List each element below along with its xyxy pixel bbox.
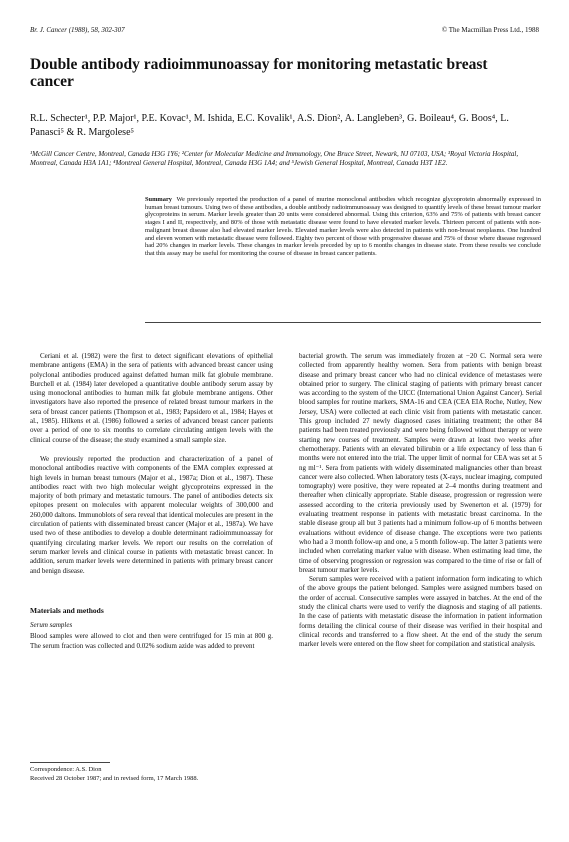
- subsection-heading-serum: Serum samples: [30, 621, 73, 630]
- abstract-label: Summary: [145, 196, 172, 203]
- author-list: R.L. Schecter¹, P.P. Major¹, P.E. Kovac¹, M. Ishida, E.C. Kovalik¹, A.S. Dion², A. Langleben³, G. Boileau⁴, G. Boos⁴, L. Panasci⁵ & R. Margolese⁵: [30, 113, 509, 138]
- author-affiliations: ¹McGill Cancer Centre, Montreal, Canada H3G 1Y6; ²Center for Molecular Medicine and Immunology, One Bruce Street, Newark, NJ 07103, USA; ³Royal Victoria Hospital, Montreal, Canada H3A 1A1; ⁴Montreal General Hospital, Montreal, Canada H3G 1A4; and ⁵Jewish General Hospital, Montreal, Canada H3T 1E2.: [30, 150, 519, 167]
- body-paragraph: bacterial growth. The serum was immediately frozen at −20 C. Normal sera were collected from apparently healthy women. Sera from patients with benign breast disease and primary breast cancer who had no clinical evidence of metastases were obtained prior to surgery. The clinical staging of patients with primary breast cancer was according to the system of the UICC (International Union Against Cancer). Serial blood samples for routine markers, SMA-16 and CEA (CEA EIA Roche, Nutley, New Jersey, USA) were collected at each clinic visit from patients with metastatic cancer. This group included 27 newly diagnosed cases initiating treatment; the other 84 patients had been treated previously and were being followed without therapy or were starting new courses of treatment. Samples were drawn at least two weeks after chemotherapy. Patients with an elevated bilirubin or a life expectancy of less than 6 months were not entered into the trial. The upper limit of normal for CEA was set at 5 ng ml⁻¹. Sera from patients with widely disseminated malignancies other than breast cancer were also collected. When laboratory tests (X-rays, nuclear imaging, computed tomography) were positive, they were repeated at 2–4 months during treatment and thereafter when clinically appropriate. Stable disease, progression or regression were assessed according to the criteria previously used by Swenerton et al. (1979) for evaluating treatment response in patients with metastatic breast carcinoma. In the stable disease group all but 3 patients had a minimum follow-up of 6 months between evaluations without evidence of disease change. The exceptions were two patients who had a 3 month follow-up and one, a 5 month follow-up. The latter 3 patients were included when correlating marker value with disease. When estimating lead time, the time of observing progression or regression was compared to the time of rise or fall of breast tumour marker levels.: [299, 352, 542, 574]
- body-column-left: [30, 352, 273, 651]
- body-paragraph: We previously reported the production and characterization of a panel of monoclonal antibodies reactive with components of the EMA complex expressed at high levels in human breast tumours (Major et al., 1987a; Dion et al., 1987). These antibodies react with two high molecular weight glycoproteins expressed in the majority of both primary and metastatic tumours. The panel of antibodies detects six epitopes present on molecules with apparent molecular weights of 300,000 and 260,000 daltons. Immunoblots of sera reveal that identical molecules are present in the circulation of patients with disseminated breast cancer (Major et al., 1987a). We have used two of these antibodies to develop a double determinant radioimmunoassay for quantifying circulating marker levels. We report our results on the correlation of serum marker levels and clinical course in patients with metastatic breast cancer. In addition, serum marker levels were determined in patients with primary breast cancer and benign disease.: [30, 454, 273, 575]
- journal-reference: Br. J. Cancer (1988), 58, 302-307: [30, 26, 125, 34]
- received-date-note: Received 28 October 1987; and in revised form, 17 March 1988.: [30, 774, 199, 782]
- body-paragraph: Serum samples were received with a patient information form indicating to which of the above groups the patient belonged. Samples were assigned numbers based on the order of accrual. Consecutive samples were assayed in batches. At the end of the study the clinical charts were used to verify the diagnosis and staging of all patients. In the case of patients with metastatic disease the information in patient information forms detailing the clinical course of their disease was verified in their hospital and clinical records and transferred to a flow sheet. At the end of the study the serum marker levels were entered on the flow sheet for compilation and statistical analysis.: [299, 575, 542, 649]
- body-column-right: [299, 352, 542, 650]
- correspondence-note: Correspondence: A.S. Dion: [30, 766, 102, 773]
- body-paragraph: Blood samples were allowed to clot and then were centrifuged for 15 min at 800 g. The serum fraction was collected and 0.02% sodium azide was added to prevent: [30, 632, 273, 650]
- article-title: Double antibody radioimmunoassay for monitoring metastatic breast cancer: [30, 56, 488, 90]
- section-heading-methods: Materials and methods: [30, 605, 104, 615]
- footnote: [30, 766, 273, 783]
- body-paragraph: Ceriani et al. (1982) were the first to detect significant elevations of epithelial membrane antigens (EMA) in the sera of patients with advanced breast cancer using polyclonal antibodies produced against defatted human milk fat globule membrane. Burchell et al. (1984) later developed a quantitative double antibody serum assay by using monoclonal antibodies to human milk fat globule membrane antigens. Other investigators have also reported the presence of related breast tumour markers in the sera of breast cancer patients (Thompson et al., 1983; Papsidero et al., 1984; Hayes et al., 1985). Hilkens et al. (1986) followed a series of advanced breast cancer patients over a period of one to six months to correlate circulating antigen levels with the clinical course of the disease; the study examined a small sample size.: [30, 352, 273, 444]
- abstract: [145, 196, 541, 258]
- abstract-text: We previously reported the production of a panel of murine monoclonal antibodies which recognize glycoprotein abnormally expressed in human breast tumours. Using two of these antibodies, a double antibody radioimmunoassay was designed to quantify levels of these breast tumour marker glycoproteins in serum. Marker levels greater than 20 units were considered abnormal. Using this criterion, 63% and 75% of patients with breast cancer stages I and II, respectively, and 80% of those with metastatic disease were found to have elevated marker levels. Thirteen percent of patients with non-malignant breast disease also had elevated marker levels. Elevated marker levels were also detected in patients with non-breast neoplasms. One hundred and eleven women with metastatic disease were followed. Eighty two percent of those with progressive disease and 75% of those where disease regressed had 20% changes in marker levels. These changes in marker levels preceded by up to 6 months changes in disease state. From these results we conclude that this assay may be useful for monitoring the course of disease in breast cancer patients.: [145, 196, 541, 257]
- footnote-divider: [30, 762, 110, 763]
- abstract-divider: [145, 322, 541, 323]
- copyright-notice: © The Macmillan Press Ltd., 1988: [441, 26, 539, 34]
